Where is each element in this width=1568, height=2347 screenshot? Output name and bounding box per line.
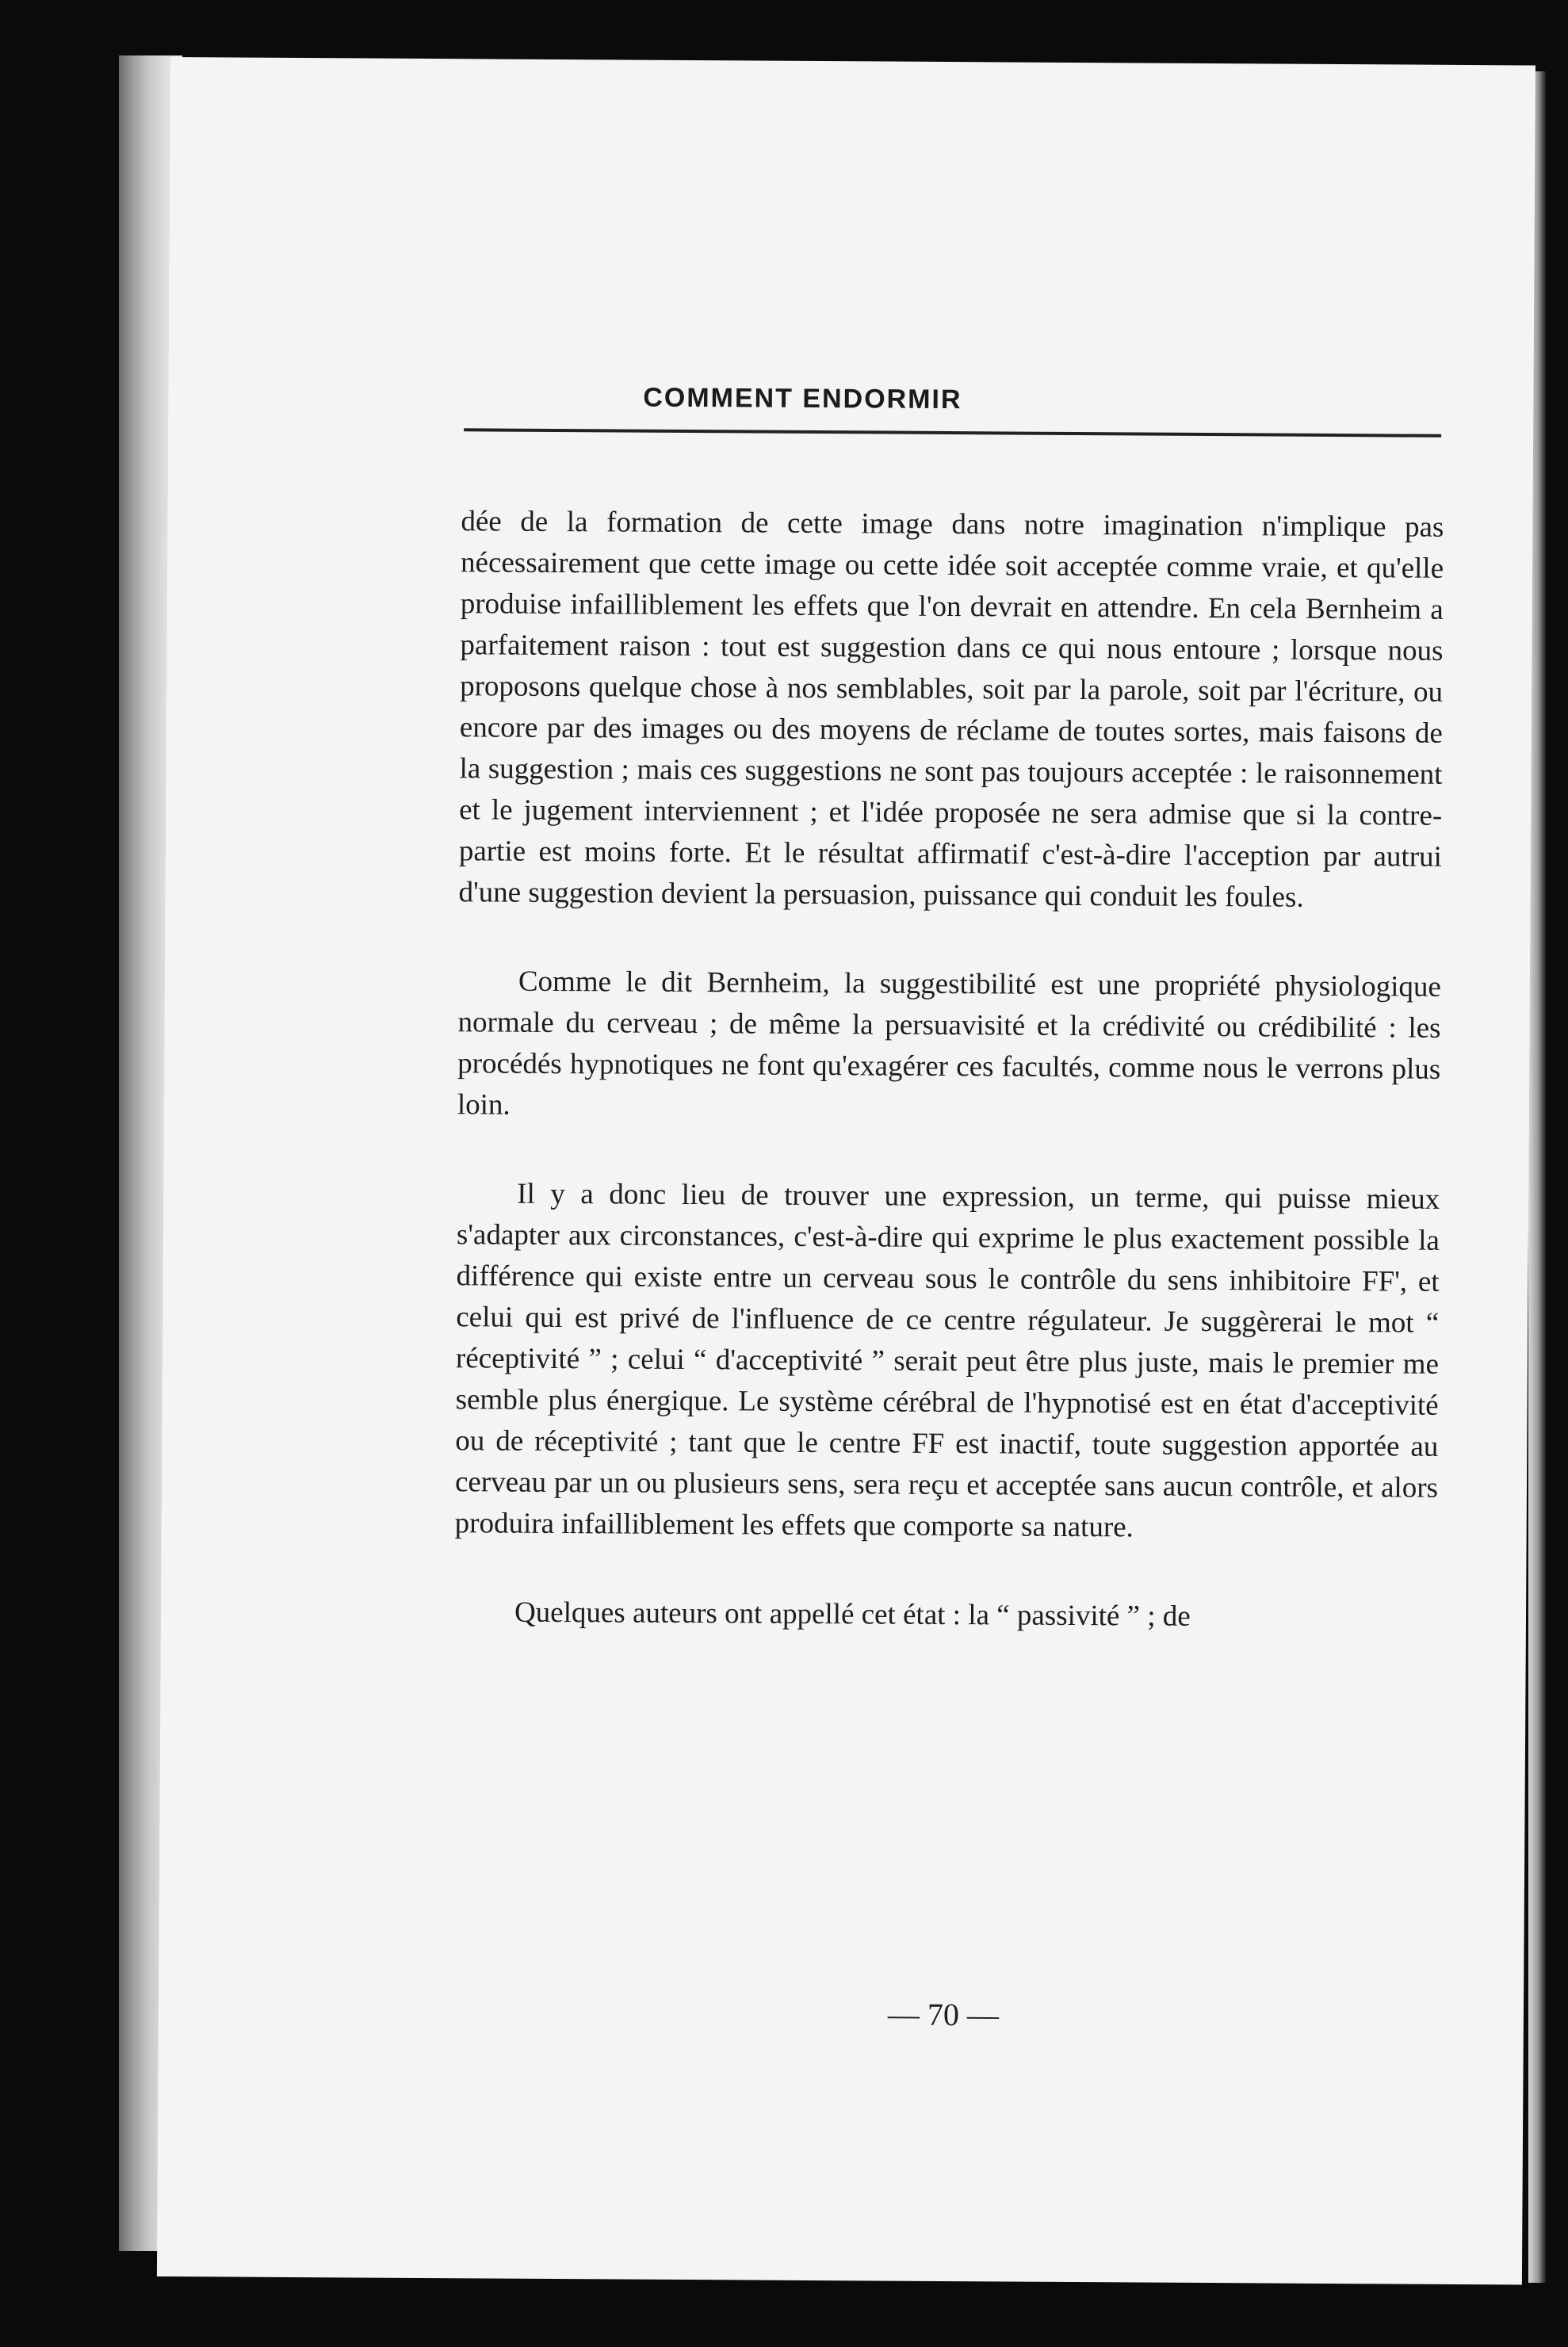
book-page <box>157 57 1535 2284</box>
body-text <box>454 501 1444 1639</box>
running-header: COMMENT ENDORMIR <box>643 382 962 415</box>
paragraph: Quelques auteurs ont appellé cet état : la “ passivité ” ; de <box>514 1596 1191 1633</box>
header-rule <box>464 428 1441 438</box>
paragraph: Il y a donc lieu de trouver une expression, un terme, qui puisse mieux s'adapter aux circonstances, c'est-à-dire qui exprime le plus exactement possible la différence qui existe entre un cerveau sous le contrôle du sens inhibitoire FF', et celui qui est privé de l'influence de ce centre régulateur. Je suggèrerai le mot “ réceptivité ” ; celui “ d'acceptivité ” serait peut être plus juste, mais le premier me semble plus énergique. Le système cérébral de l'hypnotisé est en état d'acceptivité ou de réceptivité ; tant que le centre FF est inactif, toute suggestion apportée au cerveau par un ou plusieurs sens, sera reçu et acceptée sans aucun contrôle, et alors produira infailliblement les effets que comporte sa nature. <box>454 1177 1440 1544</box>
paragraph: Comme le dit Bernheim, la suggestibilité est une propriété physiologique normale du cerveau ; de même la persuavisité et la crédivité ou crédibilité : les procédés hypnotiques ne font qu'exagérer ces facultés, comme nous le verrons plus loin. <box>457 965 1441 1122</box>
page-number: — 70 — <box>887 1996 1000 2033</box>
paragraph: dée de la formation de cette image dans notre imagination n'implique pas nécessairement que cette image ou cette idée soit acceptée comme vraie, et qu'elle produise infailliblement les effets que l'on devrait en attendre. En cela Bernheim a parfaitement raison : tout est suggestion dans ce qui nous entoure ; lorsque nous proposons quelque chose à nos semblables, soit par la parole, soit par l'écriture, ou encore par des images ou des moyens de réclame de toutes sortes, mais faisons de la suggestion ; mais ces suggestions ne sont pas toujours acceptée : le raisonnement et le jugement interviennent ; et l'idée proposée ne sera admise que si la contre-partie est moins forte. Et le résultat affirmatif c'est-à-dire l'acception par autrui d'une suggestion devient la persuasion, puissance qui conduit les foules. <box>458 505 1444 914</box>
